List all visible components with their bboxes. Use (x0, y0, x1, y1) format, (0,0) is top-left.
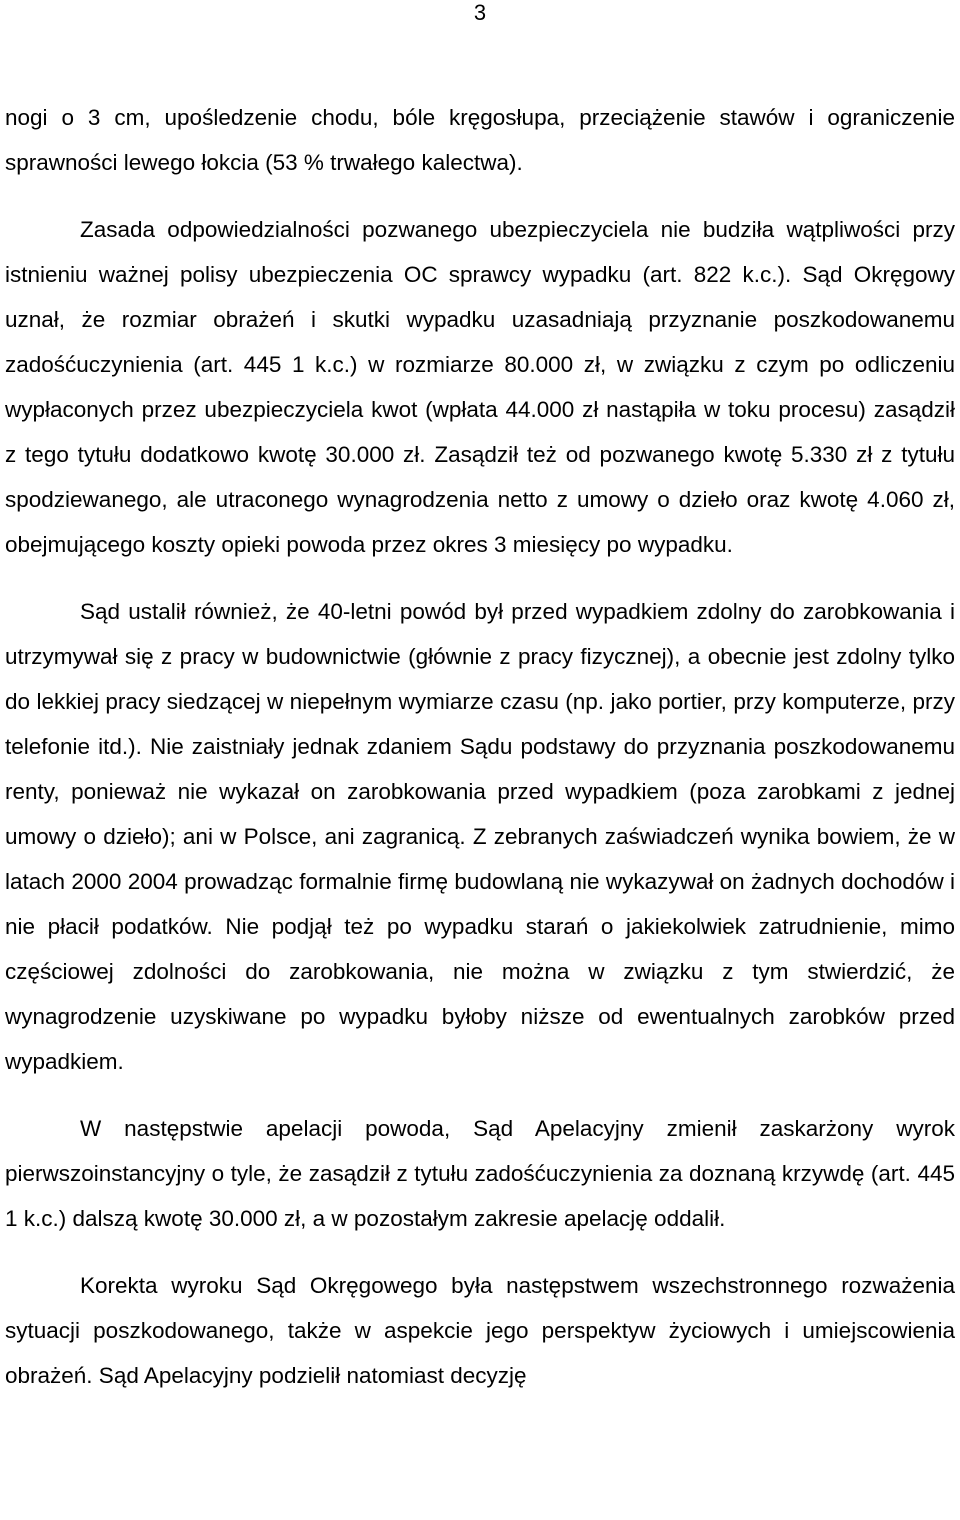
paragraph-earning-capacity: Sąd ustalił również, że 40-letni powód był przed wypadkiem zdolny do zarobkowania i utrzymywał się z pracy w budownictwie (głównie z pracy fizycznej), a obecnie jest zdolny tylko do lekkiej pracy siedzącej w niepełnym wymiarze czasu (np. jako portier, przy komputerze, przy telefonie itd.). Nie zaistniały jednak zdaniem Sądu podstawy do przyznania poszkodowanemu renty, ponieważ nie wykazał on zarobkowania przed wypadkiem (poza zarobkami z jednej umowy o dzieło); ani w Polsce, ani zagranicą. Z zebranych zaświadczeń wynika bowiem, że w latach 2000 2004 prowadząc formalnie firmę budowlaną nie wykazywał on żadnych dochodów i nie płacił podatków. Nie podjął też po wypadku starań o jakiekolwiek zatrudnienie, mimo częściowej zdolności do zarobkowania, nie można w związku z tym stwierdzić, że wynagrodzenie uzyskiwane po wypadku byłoby niższe od ewentualnych zarobków przed wypadkiem. (5, 599, 955, 1074)
paragraph-correction: Korekta wyroku Sąd Okręgowego była następstwem wszechstronnego rozważenia sytuacji poszkodowanego, także w aspekcie jego perspektyw życiowych i umiejscowienia obrażeń. Sąd Apelacyjny podzielił natomiast decyzję (5, 1273, 955, 1388)
paragraph-injury-continuation: nogi o 3 cm, upośledzenie chodu, bóle kręgosłupa, przeciążenie stawów i ograniczenie sprawności lewego łokcia (53 % trwałego kalectwa). (5, 105, 955, 175)
paragraph-appeal: W następstwie apelacji powoda, Sąd Apelacyjny zmienił zaskarżony wyrok pierwszoinstancyjny o tyle, że zasądził z tytułu zadośćuczynienia za doznaną krzywdę (art. 445 1 k.c.) dalszą kwotę 30.000 zł, a w pozostałym zakresie apelację oddalił. (5, 1116, 955, 1231)
document-body (5, 95, 955, 1420)
paragraph-liability: Zasada odpowiedzialności pozwanego ubezpieczyciela nie budziła wątpliwości przy istnieniu ważnej polisy ubezpieczenia OC sprawcy wypadku (art. 822 k.c.). Sąd Okręgowy uznał, że rozmiar obrażeń i skutki wypadku uzasadniają przyznanie poszkodowanemu zadośćuczynienia (art. 445 1 k.c.) w rozmiarze 80.000 zł, w związku z czym po odliczeniu wypłaconych przez ubezpieczyciela kwot (wpłata 44.000 zł nastąpiła w toku procesu) zasądził z tego tytułu dodatkowo kwotę 30.000 zł. Zasądził też od pozwanego kwotę 5.330 zł z tytułu spodziewanego, ale utraconego wynagrodzenia netto z umowy o dzieło oraz kwotę 4.060 zł, obejmującego koszty opieki powoda przez okres 3 miesięcy po wypadku. (5, 217, 955, 557)
page-number: 3 (473, 0, 487, 25)
